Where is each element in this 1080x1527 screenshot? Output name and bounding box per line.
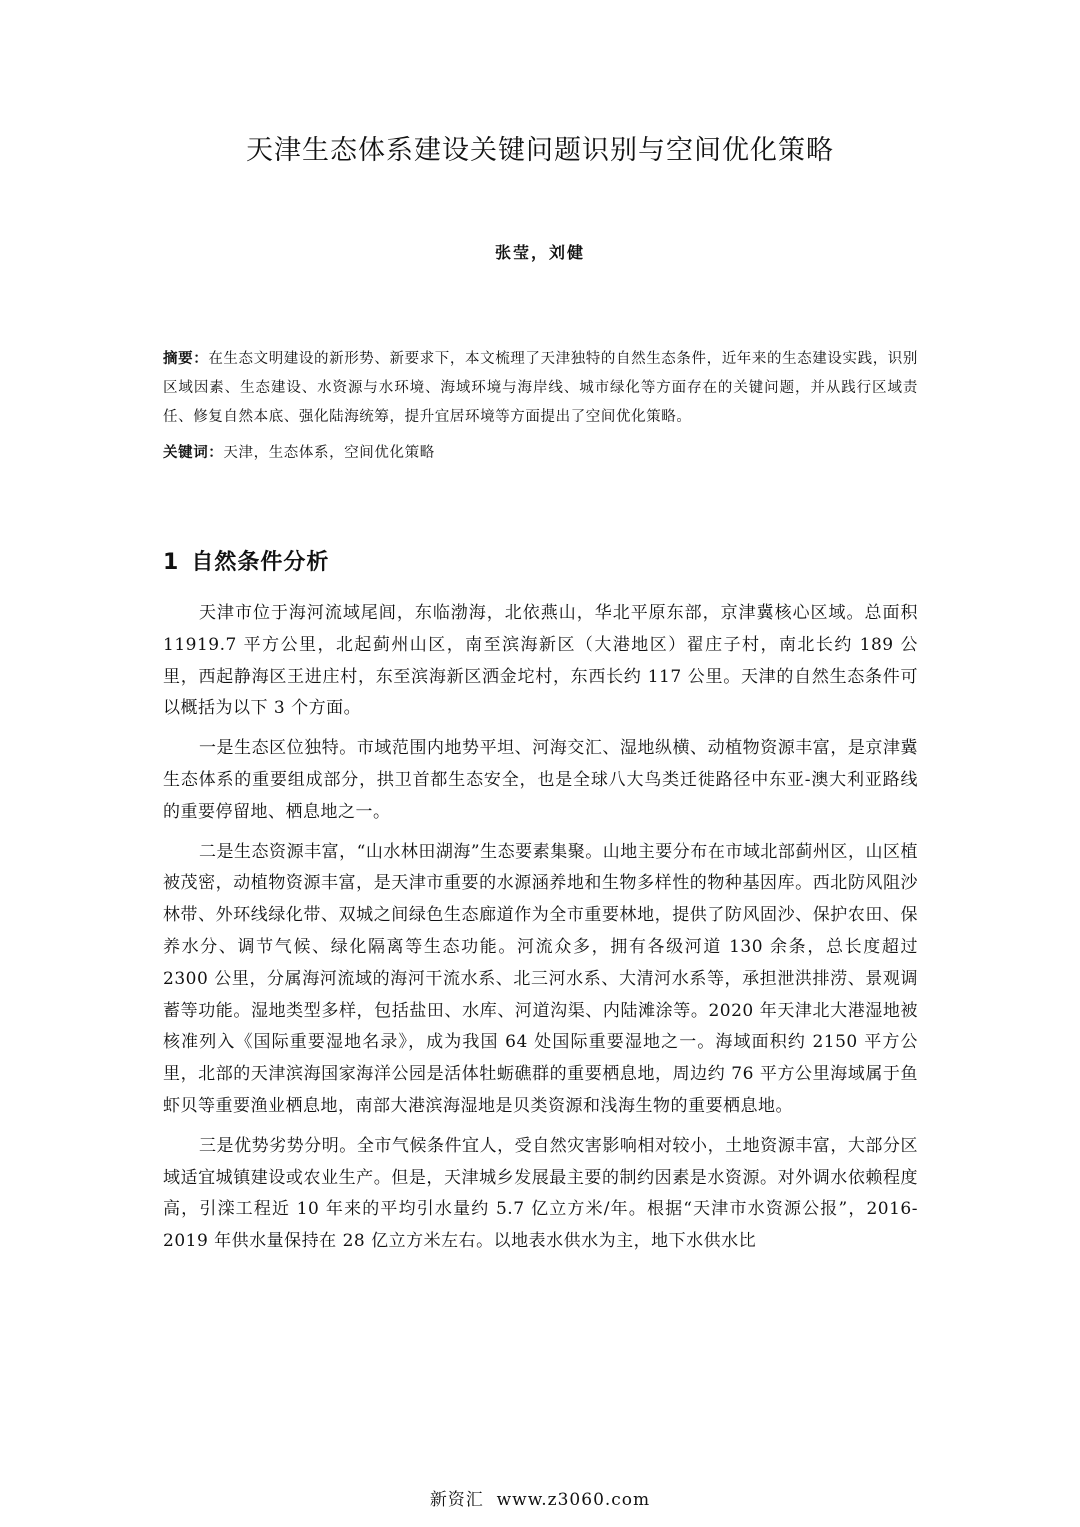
paper-authors: 张莹，刘健 — [494, 243, 585, 262]
body-paragraph: 二是生态资源丰富，“山水林田湖海”生态要素集聚。山地主要分布在市域北部蓟州区，山区植被茂密，动植物资源丰富，是天津市重要的水源涵养地和生物多样性的物种基因库。西北防风阻沙林带、外环线绿化带、双城之间绿色生态廊道作为全市重要林地，提供了防风固沙、保护农田、保养水分、调节气候、绿化隔离等生态功能。河流众多，拥有各级河道 130 余条，总长度超过 2300 公里，分属海河流域的海河干流水系、北三河水系、大清河水系等，承担泄洪排涝、景观调蓄等功能。湿地类型多样，包括盐田、水库、河道沟渠、内陆滩涂等。2020 年天津北大港湿地被核准列入《国际重要湿地名录》，成为我国 64 处国际重要湿地之一。海域面积约 2150 平方公里，北部的天津滨海国家海洋公园是活体牡蛎礁群的重要栖息地，周边约 76 平方公里海域属于鱼虾贝等重要渔业栖息地，南部大港滨海湿地是贝类资源和浅海生物的重要栖息地。 — [163, 841, 918, 1116]
body-paragraph: 一是生态区位独特。市域范围内地势平坦、河海交汇、湿地纵横、动植物资源丰富，是京津冀生态体系的重要组成部分，拱卫首都生态安全，也是全球八大鸟类迁徙路径中东亚-澳大利亚路线的重要停留地、栖息地之一。 — [163, 738, 918, 822]
section-title: 自然条件分析 — [191, 550, 330, 575]
section-heading — [163, 545, 329, 576]
abstract-block — [163, 344, 918, 432]
section-number: 1 — [163, 550, 180, 575]
abstract-text: 在生态文明建设的新形势、新要求下，本文梳理了天津独特的自然生态条件，近年来的生态建设实践，识别区域因素、生态建设、水资源与水环境、海域环境与海岸线、城市绿化等方面存在的关键问题，并从践行区域责任、修复自然本底、强化陆海统筹，提升宜居环境等方面提出了空间优化策略。 — [163, 351, 919, 425]
body-paragraph: 天津市位于海河流域尾闾，东临渤海，北依燕山，华北平原东部，京津冀核心区域。总面积 11919.7 平方公里，北起蓟州山区，南至滨海新区（大港地区）翟庄子村，南北长约 189 公里，西起静海区王进庄村，东至滨海新区洒金坨村，东西长约 117 公里。天津的自然生态条件可以概括为以下 3 个方面。 — [163, 603, 918, 719]
keywords-label: 关键词： — [163, 444, 224, 461]
paper-title: 天津生态体系建设关键问题识别与空间优化策略 — [246, 135, 834, 166]
keywords-text: 天津，生态体系，空间优化策略 — [223, 445, 435, 461]
abstract-label: 摘要： — [163, 350, 209, 367]
body-text — [163, 598, 918, 1266]
footer-watermark: 新资汇 www.z3060.com — [429, 1490, 651, 1510]
keywords-block — [163, 438, 918, 468]
body-paragraph: 三是优势劣势分明。全市气候条件宜人，受自然灾害影响相对较小，土地资源丰富，大部分区域适宜城镇建设或农业生产。但是，天津城乡发展最主要的制约因素是水资源。对外调水依赖程度高，引滦工程近 10 年来的平均引水量约 5.7 亿立方米/年。根据“天津市水资源公报”，2016-2019 年供水量保持在 28 亿立方米左右。以地表水供水为主，地下水供水比 — [163, 1135, 918, 1252]
